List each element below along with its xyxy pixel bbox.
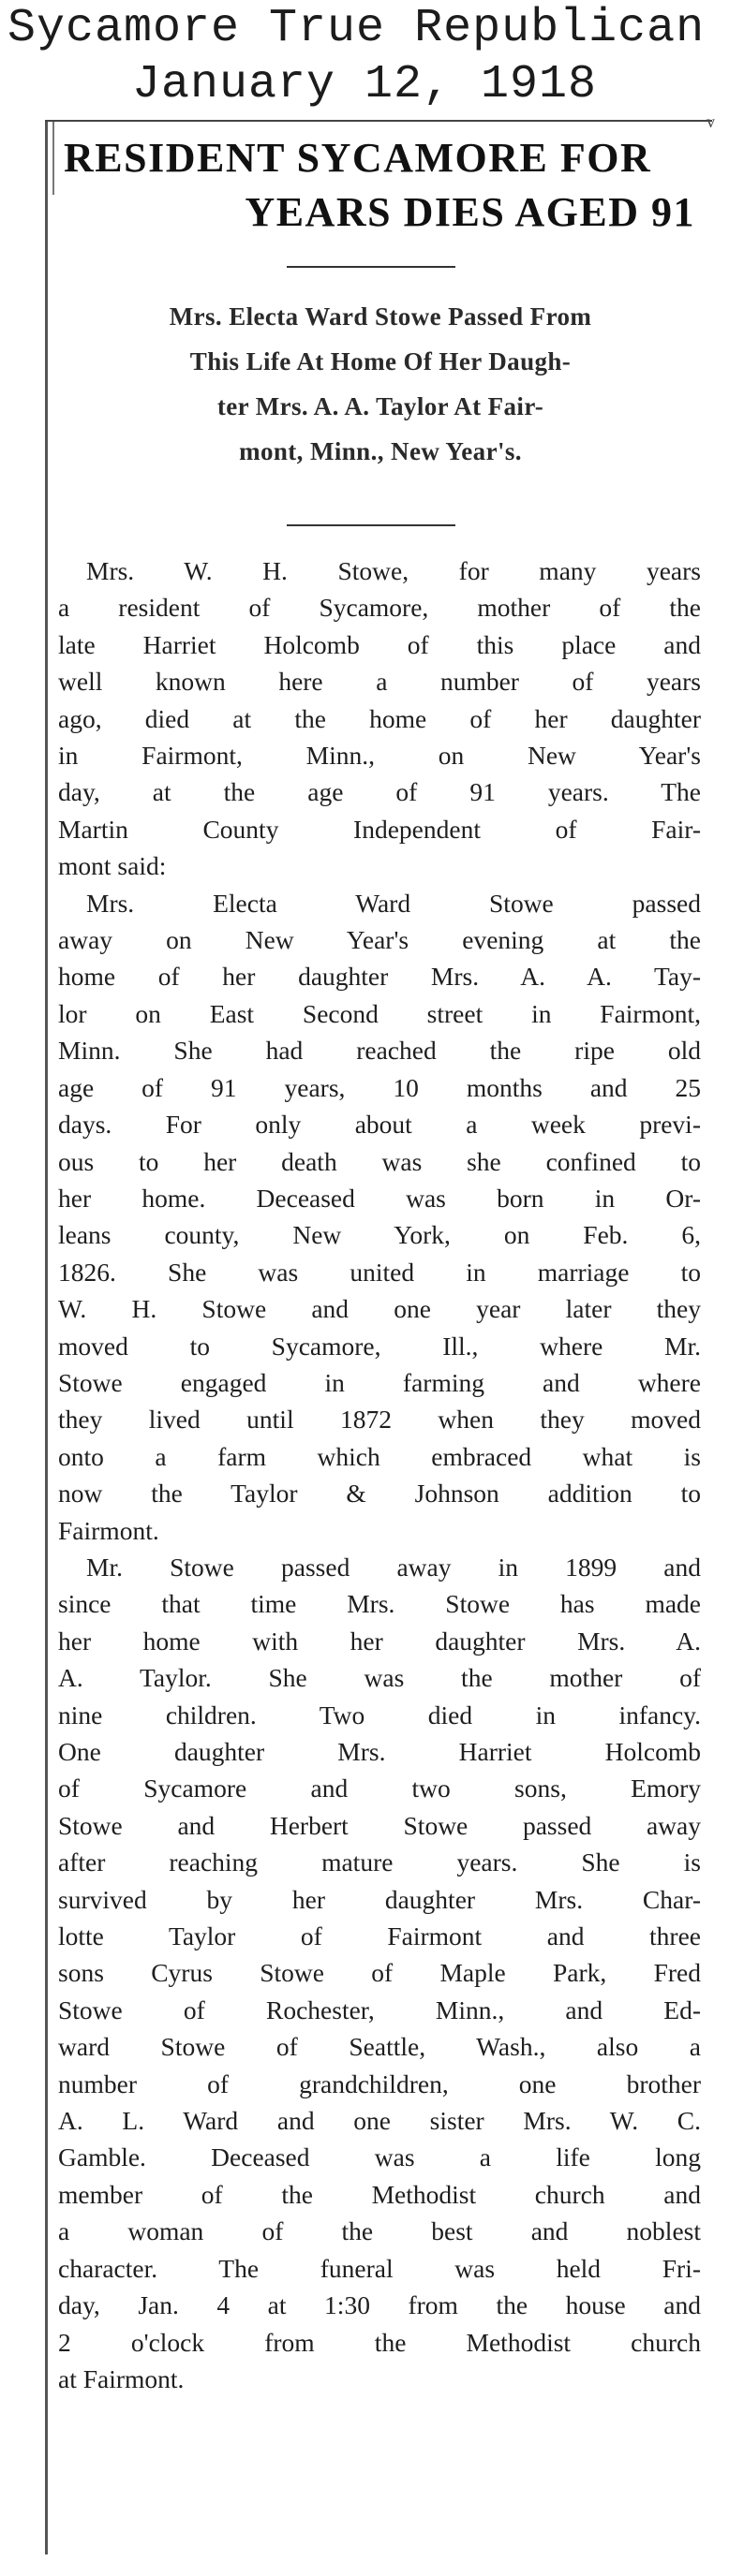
article-line: member of the Methodist church and (58, 2179, 701, 2209)
article-line: they lived until 1872 when they moved (58, 1405, 701, 1435)
article-line: character. The funeral was held Fri- (58, 2253, 701, 2283)
publication-date: January 12, 1918 (131, 58, 598, 111)
article-line: in Fairmont, Minn., on New Year's (58, 741, 701, 771)
article-line: at Fairmont. (58, 2363, 185, 2393)
subheadline-line: ter Mrs. A. A. Taylor At Fair- (216, 392, 544, 420)
article-line: Stowe engaged in farming and where (58, 1367, 701, 1397)
article-line: Mrs. W. H. Stowe, for many years (86, 556, 701, 585)
article-line: Gamble. Deceased was a life long (58, 2142, 701, 2172)
newspaper-name: Sycamore True Republican (7, 2, 706, 55)
article-line: day, Jan. 4 at 1:30 from the house and (58, 2290, 701, 2320)
article-line: home of her daughter Mrs. A. A. Tay- (58, 962, 701, 992)
subheadline (64, 294, 697, 474)
article-line: A. Taylor. She was the mother of (58, 1663, 701, 1693)
article-line: ago, died at the home of her daughter (58, 703, 701, 733)
article-line: of Sycamore and two sons, Emory (58, 1774, 701, 1803)
article-line: lor on East Second street in Fairmont, (58, 998, 701, 1028)
article-line: well known here a number of years (58, 667, 701, 697)
article-line: One daughter Mrs. Harriet Holcomb (58, 1737, 701, 1766)
divider-rule (287, 524, 455, 526)
article-line: lotte Taylor of Fairmont and three (58, 1921, 701, 1951)
article-line: late Harriet Holcomb of this place and (58, 629, 701, 659)
article-line: 2 o'clock from the Methodist church (58, 2327, 701, 2357)
article-line: Minn. She had reached the ripe old (58, 1036, 701, 1066)
column-rule-left (45, 120, 48, 2554)
article-line: Fairmont. (58, 1515, 159, 1545)
article-line: W. H. Stowe and one year later they (58, 1294, 701, 1324)
article-line: Martin County Independent of Fair- (58, 814, 701, 844)
article-line: since that time Mrs. Stowe has made (58, 1589, 701, 1619)
article-line: moved to Sycamore, Ill., where Mr. (58, 1331, 701, 1361)
article-line: Stowe of Rochester, Minn., and Ed- (58, 1995, 701, 2024)
article-line: sons Cyrus Stowe of Maple Park, Fred (58, 1958, 701, 1988)
article-body (58, 552, 701, 2397)
article-line: her home with her daughter Mrs. A. (58, 1626, 701, 1656)
headline-line: YEARS DIES AGED 91 (245, 189, 695, 235)
subheadline-line: This Life At Home Of Her Daugh- (189, 347, 572, 375)
article-line: her home. Deceased was born in Or- (58, 1183, 701, 1213)
headline-line: RESIDENT SYCAMORE FOR (64, 135, 652, 181)
article-line: mont said: (58, 851, 167, 881)
article-line: ward Stowe of Seattle, Wash., also a (58, 2032, 701, 2062)
subheadline-line: mont, Minn., New Year's. (239, 437, 522, 465)
article-line: A. L. Ward and one sister Mrs. W. C. (58, 2106, 701, 2136)
article-line: a resident of Sycamore, mother of the (58, 593, 701, 623)
corner-mark: v (707, 112, 715, 131)
subheadline-line: Mrs. Electa Ward Stowe Passed From (169, 302, 592, 331)
article-line: onto a farm which embraced what is (58, 1441, 701, 1471)
article-line: nine children. Two died in infancy. (58, 1700, 701, 1730)
article-line: days. For only about a week previ- (58, 1110, 701, 1140)
article-line: day, at the age of 91 years. The (58, 777, 701, 807)
column-rule-top (45, 120, 712, 122)
article-line: a woman of the best and noblest (58, 2216, 701, 2246)
article-line: number of grandchildren, one brother (58, 2068, 701, 2098)
article-line: leans county, New York, on Feb. 6, (58, 1220, 701, 1250)
column-rule-inner (52, 120, 54, 195)
article-line: Mrs. Electa Ward Stowe passed (86, 888, 701, 918)
article-line: ous to her death was she confined to (58, 1146, 701, 1176)
article-line: after reaching mature years. She is (58, 1847, 701, 1877)
article-line: Stowe and Herbert Stowe passed away (58, 1810, 701, 1840)
article-line: survived by her daughter Mrs. Char- (58, 1884, 701, 1914)
divider-rule (287, 266, 455, 268)
article-line: 1826. She was united in marriage to (58, 1257, 701, 1287)
headline (58, 131, 705, 240)
article-line: Mr. Stowe passed away in 1899 and (86, 1552, 701, 1582)
article-line: away on New Year's evening at the (58, 925, 701, 955)
article-line: age of 91 years, 10 months and 25 (58, 1072, 701, 1102)
article-line: now the Taylor & Johnson addition to (58, 1479, 701, 1509)
article-clipping (45, 112, 715, 2554)
